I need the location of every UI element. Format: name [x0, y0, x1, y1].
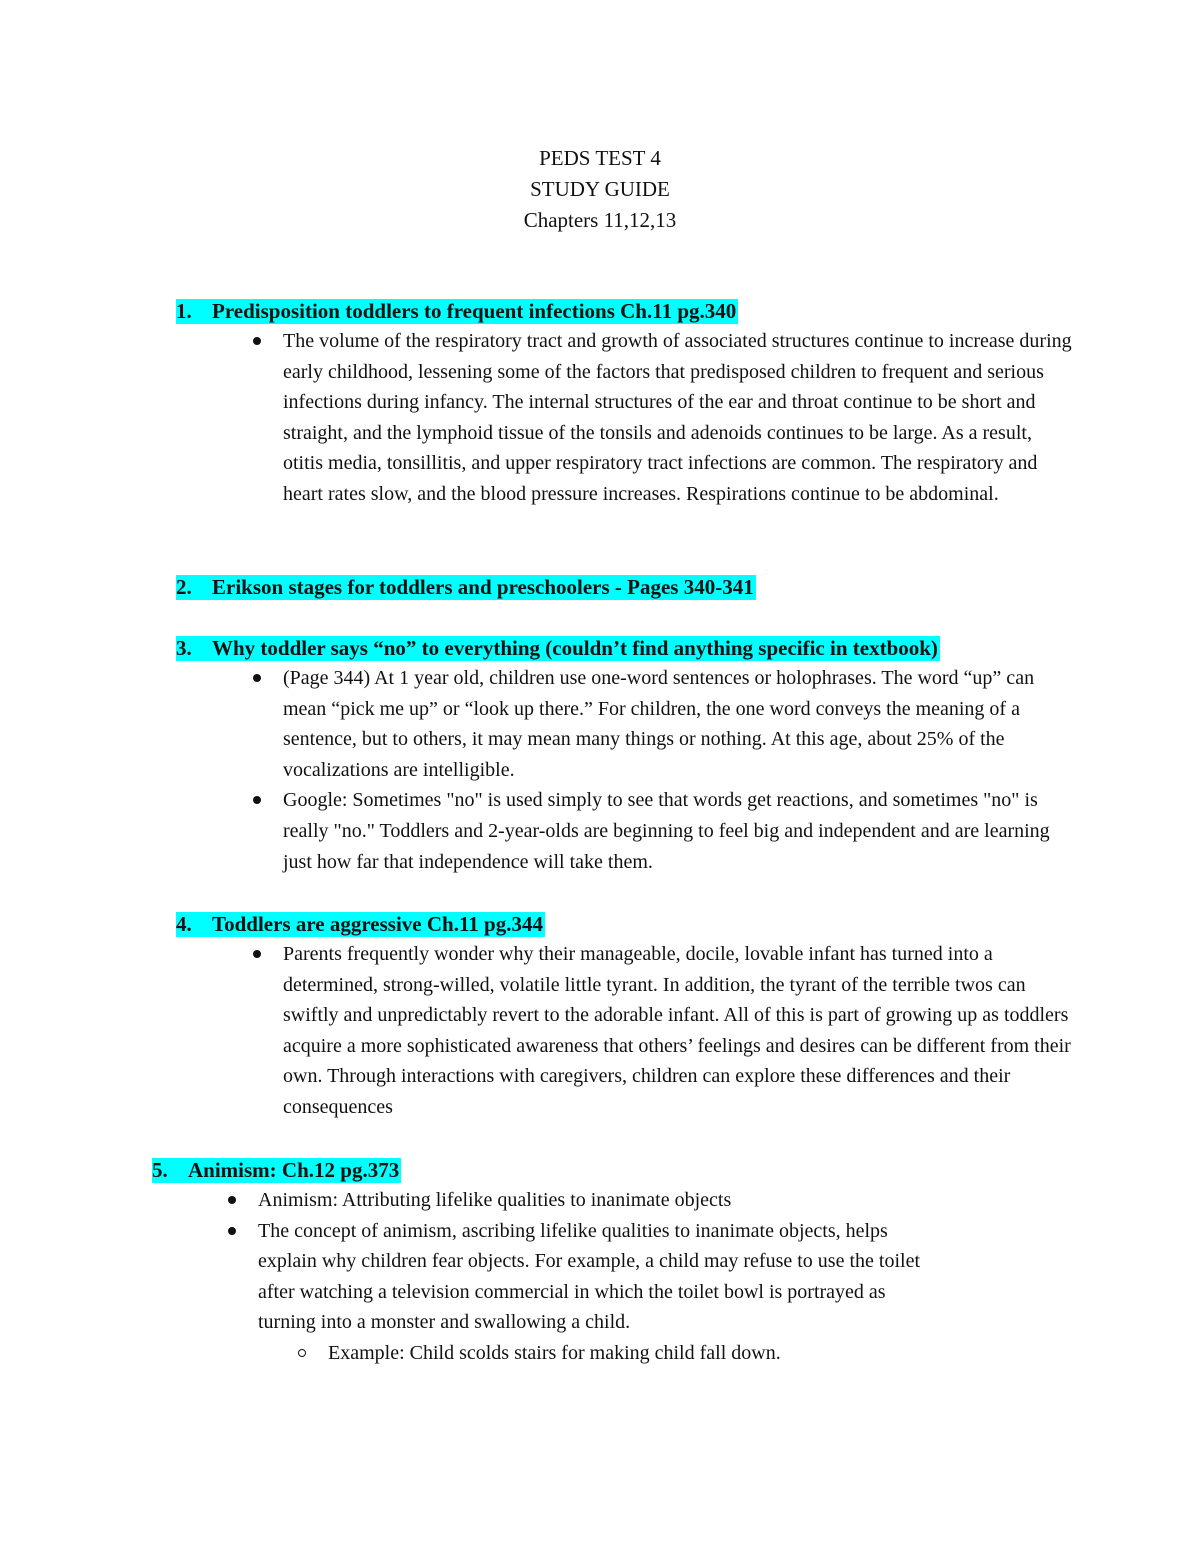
document-subtitle: STUDY GUIDE [530, 177, 670, 201]
list-item: Example: Child scolds stairs for making child fall down. [328, 1338, 928, 1369]
section-4-heading: 4. Toddlers are aggressive Ch.11 pg.344 [176, 912, 543, 936]
section-4-bullets [283, 939, 1073, 1123]
list-item: Google: Sometimes "no" is used simply to see that words get reactions, and sometimes "no" is really "no." Toddlers and 2-year-olds are beginning to feel big and independent and are learning just how far that independence will take them. [283, 785, 1073, 877]
document-title: PEDS TEST 4 [539, 146, 661, 170]
bullet-icon [253, 796, 261, 804]
section-3-heading: 3. Why toddler says “no” to everything (couldn’t find anything specific in textbook) [176, 636, 938, 660]
list-item: The concept of animism, ascribing lifelike qualities to inanimate objects, helps explain why children fear objects. For example, a child may refuse to use the toilet after watching a television commercial in which the toilet bowl is portrayed as turning into a monster and swallowing a child. [258, 1216, 928, 1338]
bullet-icon [253, 337, 261, 345]
list-item: The volume of the respiratory tract and growth of associated structures continue to increase during early childhood, lessening some of the factors that predisposed children to frequent and serious infections during infancy. The internal structures of the ear and throat continue to be short and straight, and the lymphoid tissue of the tonsils and adenoids continues to be large. As a result, otitis media, tonsillitis, and upper respiratory tract infections are common. The respiratory and heart rates slow, and the blood pressure increases. Respirations continue to be abdominal. [283, 326, 1073, 510]
section-5-heading: 5. Animism: Ch.12 pg.373 [152, 1158, 400, 1182]
document-chapters: Chapters 11,12,13 [523, 208, 677, 232]
section-1-heading: 1. Predisposition toddlers to frequent infections Ch.11 pg.340 [176, 299, 737, 323]
bullet-icon [228, 1196, 236, 1204]
list-item: Parents frequently wonder why their manageable, docile, lovable infant has turned into a determined, strong-willed, volatile little tyrant. In addition, the tyrant of the terrible twos can swiftly and unpredictably revert to the adorable infant. All of this is part of growing up as toddlers acquire a more sophisticated awareness that others’ feelings and desires can be different from their own. Through interactions with caregivers, children can explore these differences and their consequences [283, 939, 1073, 1123]
list-item: (Page 344) At 1 year old, children use one-word sentences or holophrases. The word “up” can mean “pick me up” or “look up there.” For children, the one word conveys the meaning of a sentence, but to others, it may mean many things or nothing. At this age, about 25% of the vocalizations are intelligible. [283, 663, 1073, 785]
document-title-block [0, 143, 1200, 236]
section-1-bullets [283, 326, 1073, 510]
section-3-bullets [283, 663, 1073, 877]
section-5-sub-bullets [328, 1338, 928, 1369]
list-item: Animism: Attributing lifelike qualities to inanimate objects [258, 1185, 928, 1216]
section-2-heading: 2. Erikson stages for toddlers and preschoolers - Pages 340-341 [176, 575, 754, 599]
bullet-icon [253, 674, 261, 682]
bullet-icon [228, 1227, 236, 1235]
sub-bullet-icon [298, 1349, 306, 1357]
section-5-bullets [258, 1185, 928, 1338]
bullet-icon [253, 950, 261, 958]
